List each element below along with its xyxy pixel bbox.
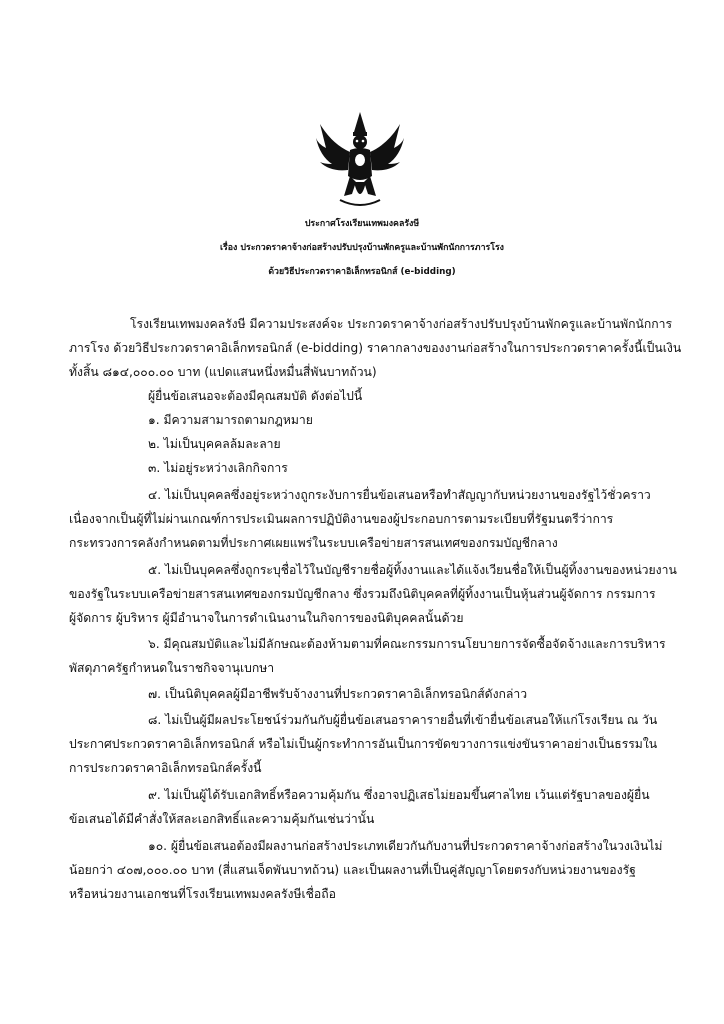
announcement-subject: เรื่อง ประกวดราคาจ้างก่อสร้างปรับปรุงบ้านพักครูและบ้านพักนักการภารโรง [220,243,504,253]
qualification-item-continued: กระทรวงการคลังกำหนดตามที่ประกาศเผยแพร่ในระบบเครือข่ายสารสนเทศของกรมบัญชีกลาง [69,536,558,550]
qualification-item: ๗. เป็นนิติบุคคลผู้มีอาชีพรับจ้างงานที่ประกวดราคาอิเล็กทรอนิกส์ดังกล่าว [148,687,528,701]
qualification-item-continued: ข้อเสนอได้มีคำสั่งให้สละเอกสิทธิ์และความคุ้มกันเช่นว่านั้น [69,812,375,826]
qualification-item: ๓. ไม่อยู่ระหว่างเลิกกิจการ [148,461,288,475]
qualification-item-continued: ประกาศประกวดราคาอิเล็กทรอนิกส์ หรือไม่เป็นผู้กระทำการอันเป็นการขัดขวางการแข่งขันราคาอย่างเป็นธรรมใน [69,737,658,751]
qualification-item: ๒. ไม่เป็นบุคคลล้มละลาย [148,437,281,451]
qualification-item-continued: น้อยกว่า ๔๐๗,๐๐๐.๐๐ บาท (สี่แสนเจ็ดพันบาทถ้วน) และเป็นผลงานที่เป็นคู่สัญญาโดยตรงกับหน่วยงานของรัฐ [69,863,636,877]
qualification-item-continued: ของรัฐในระบบเครือข่ายสารสนเทศของกรมบัญชีกลาง ซึ่งรวมถึงนิติบุคคลที่ผู้ทิ้งงานเป็นหุ้นส่วนผู้จัดการ กรรมการ [69,587,656,601]
announcement-title: ประกาศโรงเรียนเทพมงคลรังษี [304,219,420,229]
qualification-item: ๘. ไม่เป็นผู้มีผลประโยชน์ร่วมกันกับผู้ยื่นข้อเสนอราคารายอื่นที่เข้ายื่นข้อเสนอให้แก่โรงเรียน ณ วัน [148,713,658,727]
qualification-item-continued: ผู้จัดการ ผู้บริหาร ผู้มีอำนาจในการดำเนินงานในกิจการของนิติบุคคลนั้นด้วย [69,611,464,625]
qualification-item-continued: เนื่องจากเป็นผู้ที่ไม่ผ่านเกณฑ์การประเมินผลการปฏิบัติงานของผู้ประกอบการตามระเบียบที่รัฐมนตรีว่าการ [69,512,614,526]
qualification-item: ๖. มีคุณสมบัติและไม่มีลักษณะต้องห้ามตามที่คณะกรรมการนโยบายการจัดซื้อจัดจ้างและการบริหาร [148,637,666,651]
intro-line: ทั้งสิ้น ๘๑๔,๐๐๐.๐๐ บาท (แปดแสนหนึ่งหมื่นสี่พันบาทถ้วน) [69,365,377,379]
qualifications-intro: ผู้ยื่นข้อเสนอจะต้องมีคุณสมบัติ ดังต่อไปนี้ [148,389,363,403]
intro-line: โรงเรียนเทพมงคลรังษี มีความประสงค์จะ ประกวดราคาจ้างก่อสร้างปรับปรุงบ้านพักครูและบ้านพักนักการ [130,317,673,331]
qualification-item-continued: หรือหน่วยงานเอกชนที่โรงเรียนเทพมงคลรังษีเชื่อถือ [69,887,336,901]
qualification-item-continued: พัสดุภาครัฐกำหนดในราชกิจจานุเบกษา [69,661,275,675]
qualification-item-continued: การประกวดราคาอิเล็กทรอนิกส์ครั้งนี้ [69,761,262,775]
announcement-method: ด้วยวิธีประกวดราคาอิเล็กทรอนิกส์ (e-bidding) [268,267,456,277]
qualification-item: ๕. ไม่เป็นบุคคลซึ่งถูกระบุชื่อไว้ในบัญชีรายชื่อผู้ทิ้งงานและได้แจ้งเวียนชื่อให้เป็นผู้ทิ้งงานของหน่วยงาน [148,563,677,577]
qualification-item: ๑. มีความสามารถตามกฎหมาย [148,413,313,427]
garuda-emblem-icon [316,110,404,210]
intro-line: ภารโรง ด้วยวิธีประกวดราคาอิเล็กทรอนิกส์ (e-bidding) ราคากลางของงานก่อสร้างในการประกวดราคาครั้งนี้เป็นเงิน [69,341,682,355]
qualification-item: ๔. ไม่เป็นบุคคลซึ่งอยู่ระหว่างถูกระงับการยื่นข้อเสนอหรือทำสัญญากับหน่วยงานของรัฐไว้ชั่วคราว [148,488,651,502]
qualification-item: ๑๐. ผู้ยื่นข้อเสนอต้องมีผลงานก่อสร้างประเภทเดียวกันกับงานที่ประกวดราคาจ้างก่อสร้างในวงเงินไม่ [148,839,663,853]
qualification-item: ๙. ไม่เป็นผู้ได้รับเอกสิทธิ์หรือความคุ้มกัน ซึ่งอาจปฏิเสธไม่ยอมขึ้นศาลไทย เว้นแต่รัฐบาลของผู้ยื่น [148,788,650,802]
